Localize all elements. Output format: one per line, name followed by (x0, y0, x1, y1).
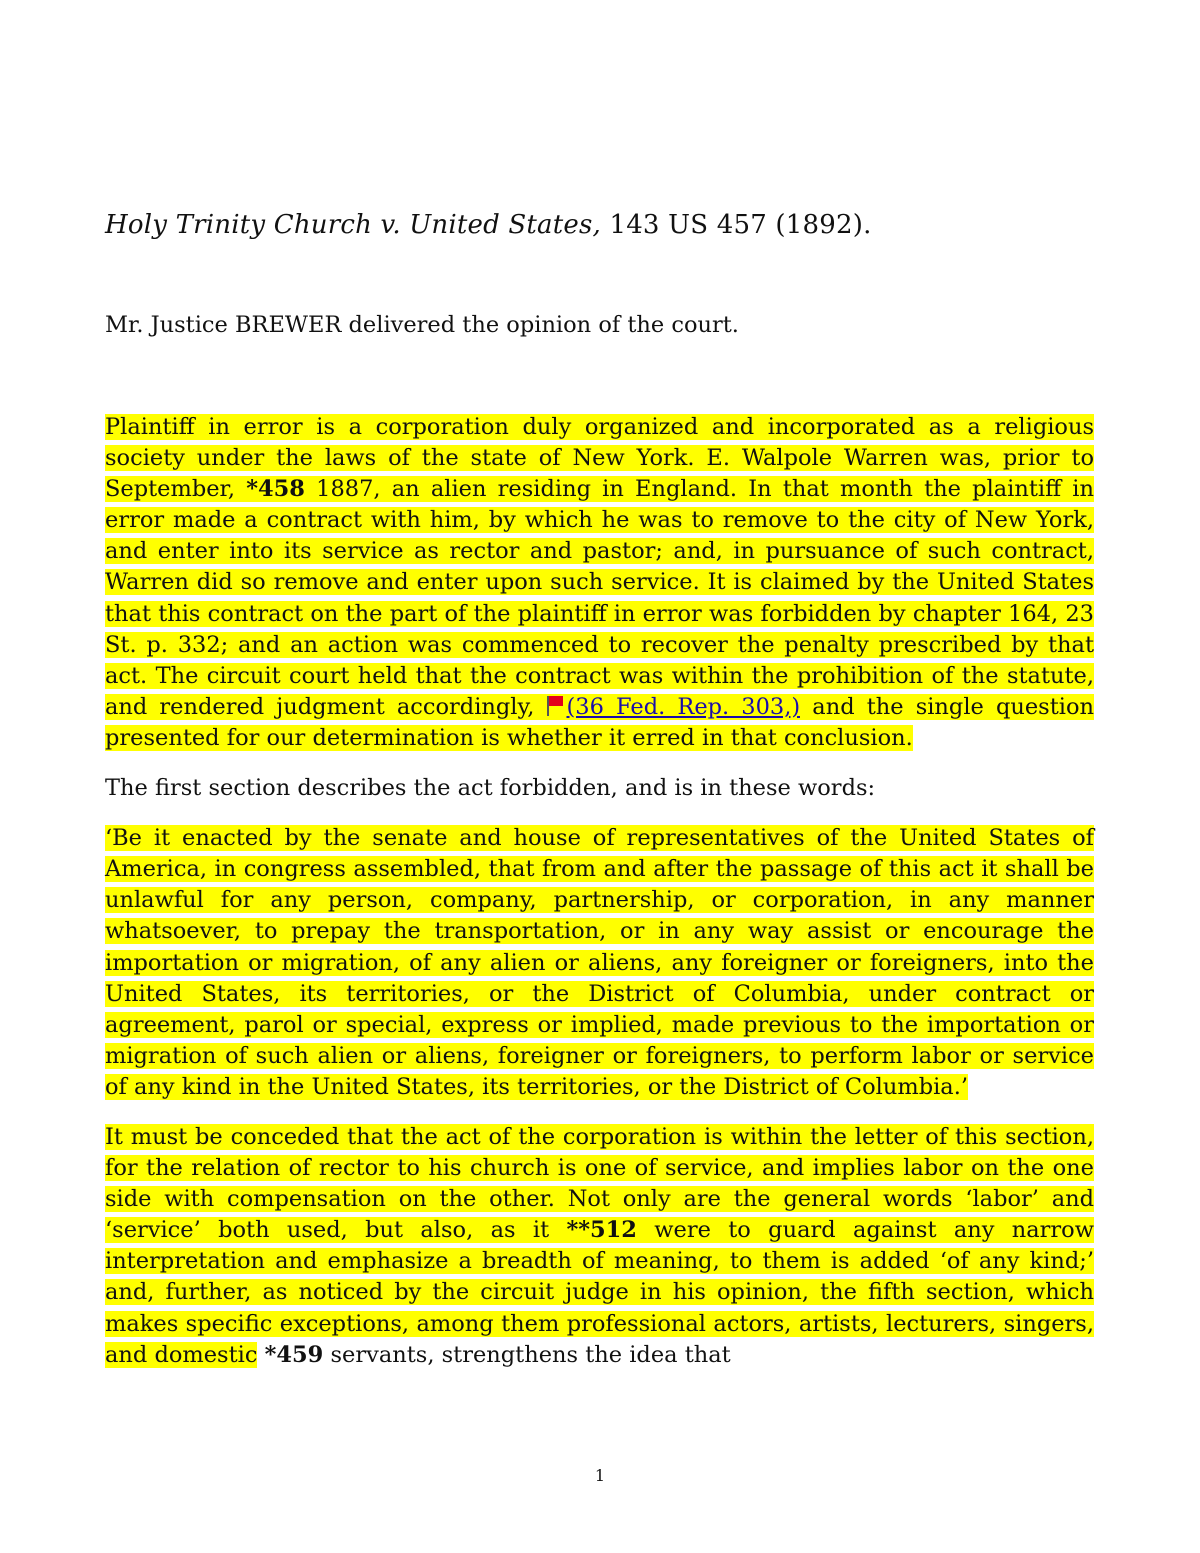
citation-link-group[interactable] (546, 694, 800, 720)
p1-text-a: Plaintiff in error is a corporation duly organized and incorporated as a religious society under the laws of the state of New York. E. Walpole Warren was, prior to September, (105, 414, 1094, 503)
p4-text-b: were to guard against any narrow interpretation and emphasize a breadth of meaning, to them is added ‘of any kind;’ and, further, as noticed by the circuit judge in his opinion, the fifth section, which makes specific exceptions, among them professional actors, artists, lecturers, singers, and domestic (105, 1217, 1094, 1368)
paragraph-3-statute-quote (105, 823, 1094, 1103)
red-flag-icon[interactable] (546, 695, 564, 717)
star-page-459: *459 (264, 1341, 324, 1368)
opinion-intro: Mr. Justice BREWER delivered the opinion of the court. (105, 312, 739, 338)
citation-link[interactable]: (36 Fed. Rep. 303,) (566, 693, 801, 720)
p4-text-a: It must be conceded that the act of the corporation is within the letter of this section, for the relation of rector to his church is one of service, and implies labor on the one side with compensation on the other. Not only are the general words ‘labor’ and ‘service’ both used, but also, as it (105, 1123, 1094, 1244)
case-title (105, 207, 1094, 243)
star-page-512: **512 (566, 1217, 637, 1244)
paragraph-4 (105, 1122, 1094, 1371)
case-name: Holy Trinity Church v. United States, (105, 210, 601, 240)
page-number: 1 (594, 1466, 606, 1485)
opinion-body (105, 412, 1094, 1390)
paragraph-2: The first section describes the act forbidden, and is in these words: (105, 775, 876, 802)
paragraph-1 (105, 412, 1094, 754)
p1-text-c: and the single question presented for our determination is whether it erred in that conclusion. (105, 693, 1094, 751)
star-page-458: *458 (246, 476, 305, 503)
case-citation: 143 US 457 (1892). (609, 210, 872, 240)
p4-text-c: servants, strengthens the idea that (323, 1341, 731, 1368)
p1-text-b: 1887, an alien residing in England. In that month the plaintiff in error made a contract with him, by which he was to remove to the city of New York, and enter into its service as rector and pastor; and, in pursuance of such contract, Warren did so remove and enter upon such service. It is claimed by the United States that this contract on the part of the plaintiff in error was forbidden by chapter 164, 23 St. p. 332; and an action was commenced to recover the penalty prescribed by that act. The circuit court held that the contract was within the prohibition of the statute, and rendered judgment accordingly, (105, 476, 1094, 720)
p3-text: ‘Be it enacted by the senate and house of representatives of the United States of America, in congress assembled, that from and after the passage of this act it shall be unlawful for any person, company, partnership, or corporation, in any manner whatsoever, to prepay the transportation, or in any way assist or encourage the importation or migration, of any alien or aliens, any foreigner or foreigners, into the United States, its territories, or the District of Columbia, under contract or agreement, parol or special, express or implied, made previous to the importation or migration of such alien or aliens, foreigner or foreigners, to perform labor or service of any kind in the United States, its territories, or the District of Columbia.’ (105, 825, 1094, 1100)
